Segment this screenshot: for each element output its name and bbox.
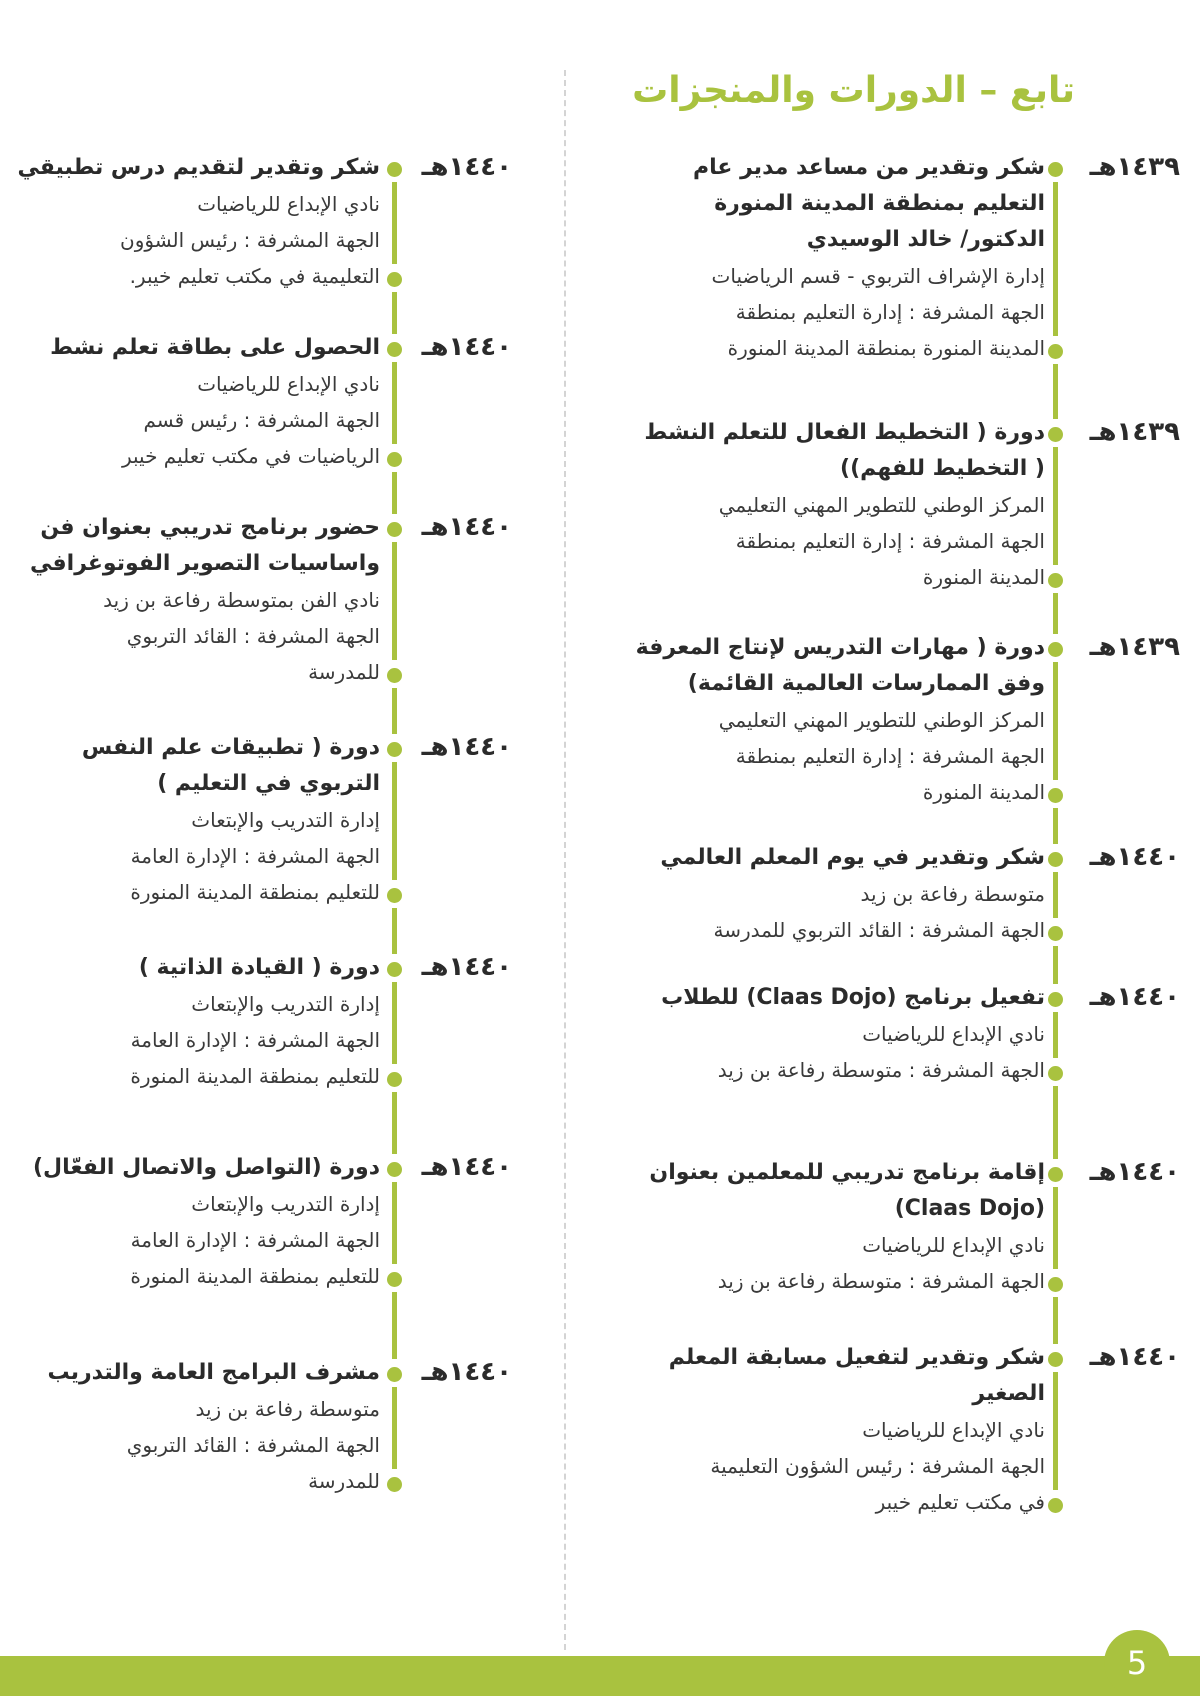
timeline-connector	[1053, 364, 1058, 419]
timeline-connector	[1053, 808, 1058, 844]
entry-year: ١٤٤٠هـ	[421, 332, 512, 362]
entry-detail-line: المدينة المنورة بمنطقة المدينة المنورة	[727, 336, 1045, 360]
timeline-dot	[387, 452, 402, 467]
entry-title: دورة ( التخطيط الفعال للتعلم النشط ( التخطيط للفهم))	[644, 420, 1045, 481]
timeline-dot	[387, 522, 402, 537]
entry-year: ١٤٤٠هـ	[421, 512, 512, 542]
entry-detail-line: الجهة المشرفة : إدارة التعليم بمنطقة	[735, 529, 1045, 553]
timeline-connector	[392, 1092, 397, 1154]
entry-title: مشرف البرامج العامة والتدريب	[47, 1360, 380, 1385]
entry-detail-line: متوسطة رفاعة بن زيد	[195, 1397, 380, 1421]
entry-title: دورة ( القيادة الذاتية )	[138, 955, 380, 980]
entry-title: شكر وتقدير لتقديم درس تطبيقي	[17, 155, 380, 180]
timeline-connector	[392, 1292, 397, 1359]
entry-detail-line: المركز الوطني للتطوير المهني التعليمي	[718, 708, 1045, 732]
timeline-rail	[384, 0, 404, 1696]
entry-year: ١٤٤٠هـ	[421, 952, 512, 982]
timeline-dot	[387, 742, 402, 757]
entry-detail-line: نادي الإبداع للرياضيات	[862, 1418, 1045, 1442]
timeline-connector	[1053, 182, 1058, 336]
timeline-connector	[1053, 1187, 1058, 1269]
timeline-connector	[392, 182, 397, 264]
entry-detail-line: الجهة المشرفة : الإدارة العامة	[130, 1228, 380, 1252]
timeline-dot	[1048, 1352, 1063, 1367]
entry-detail-line: الجهة المشرفة : رئيس قسم	[143, 408, 380, 432]
timeline-dot	[387, 1162, 402, 1177]
timeline-dot	[1048, 1167, 1063, 1182]
entry-body	[585, 1155, 1045, 1299]
entry-detail-line: الجهة المشرفة : رئيس الشؤون	[120, 228, 380, 252]
timeline-dot	[387, 1477, 402, 1492]
timeline-dot	[1048, 642, 1063, 657]
timeline-dot	[1048, 1498, 1063, 1513]
entry-detail-line: للمدرسة	[308, 1469, 380, 1493]
timeline-connector	[392, 472, 397, 514]
entry-detail-line: نادي الفن بمتوسطة رفاعة بن زيد	[103, 588, 380, 612]
timeline-connector	[392, 762, 397, 880]
page-title: تابع – الدورات والمنجزات	[632, 70, 1075, 111]
footer-bar	[0, 1656, 1200, 1696]
timeline-connector	[392, 982, 397, 1064]
entry-detail-line: نادي الإبداع للرياضيات	[862, 1233, 1045, 1257]
entry-detail-line: إدارة التدريب والإبتعاث	[191, 992, 380, 1016]
timeline-dot	[387, 1072, 402, 1087]
timeline-connector	[1053, 1297, 1058, 1344]
entry-detail-line: متوسطة رفاعة بن زيد	[860, 882, 1045, 906]
entry-detail-line: للتعليم بمنطقة المدينة المنورة	[130, 880, 380, 904]
entry-year: ١٤٤٠هـ	[421, 1152, 512, 1182]
timeline-dot	[387, 1272, 402, 1287]
timeline-dot	[387, 272, 402, 287]
timeline-dot	[1048, 1066, 1063, 1081]
entry-body	[10, 1150, 380, 1294]
timeline-dot	[1048, 852, 1063, 867]
entry-detail-line: إدارة التدريب والإبتعاث	[191, 808, 380, 832]
entry-year: ١٤٣٩هـ	[1089, 632, 1180, 662]
entry-detail-line: الجهة المشرفة : الإدارة العامة	[130, 1028, 380, 1052]
timeline-connector	[1053, 872, 1058, 918]
entry-title: شكر وتقدير من مساعد مدير عام التعليم بمنطقة المدينة المنورة الدكتور/ خالد الوسيدي	[693, 155, 1045, 252]
timeline-dot	[1048, 992, 1063, 1007]
timeline-dot	[387, 962, 402, 977]
entry-title: دورة ( تطبيقات علم النفس التربوي في التعليم )	[81, 735, 380, 796]
timeline-dot	[387, 888, 402, 903]
entry-detail-line: إدارة الإشراف التربوي - قسم الرياضيات	[711, 264, 1045, 288]
entry-detail-line: الرياضيات في مكتب تعليم خيبر	[121, 444, 380, 468]
timeline-dot	[1048, 344, 1063, 359]
timeline-column-right	[580, 0, 1200, 1696]
entry-detail-line: نادي الإبداع للرياضيات	[197, 372, 380, 396]
timeline-dot	[387, 1367, 402, 1382]
timeline-connector	[392, 688, 397, 734]
entry-body	[10, 1355, 380, 1499]
timeline-dot	[1048, 427, 1063, 442]
entry-title: شكر وتقدير في يوم المعلم العالمي	[660, 845, 1045, 870]
timeline-connector	[1053, 1372, 1058, 1490]
entry-title: تفعيل برنامج (Claas Dojo) للطلاب	[661, 985, 1045, 1010]
entry-year: ١٤٣٩هـ	[1089, 417, 1180, 447]
timeline-dot	[1048, 1277, 1063, 1292]
entry-detail-line: في مكتب تعليم خيبر	[875, 1490, 1045, 1514]
entry-detail-line: المدينة المنورة	[922, 565, 1045, 589]
entry-detail-line: التعليمية في مكتب تعليم خيبر.	[129, 264, 380, 288]
entry-year: ١٤٤٠هـ	[421, 152, 512, 182]
entry-body	[10, 950, 380, 1094]
entry-detail-line: للمدرسة	[308, 660, 380, 684]
timeline-connector	[1053, 1012, 1058, 1058]
entry-detail-line: المدينة المنورة	[922, 780, 1045, 804]
entry-title: دورة (التواصل والاتصال الفعّال)	[32, 1155, 380, 1180]
entry-body	[585, 1340, 1045, 1520]
entry-detail-line: الجهة المشرفة : إدارة التعليم بمنطقة	[735, 300, 1045, 324]
entry-title: الحصول على بطاقة تعلم نشط	[50, 335, 380, 360]
entry-body	[585, 150, 1045, 366]
entry-body	[585, 840, 1045, 948]
entry-body	[10, 510, 380, 690]
entry-year: ١٤٤٠هـ	[1089, 1157, 1180, 1187]
entry-detail-line: الجهة المشرفة : الإدارة العامة	[130, 844, 380, 868]
entry-title: إقامة برنامج تدريبي للمعلمين بعنوان (Claas Dojo)	[649, 1160, 1045, 1221]
entry-year: ١٤٣٩هـ	[1089, 152, 1180, 182]
entry-body	[10, 730, 380, 910]
timeline-connector	[392, 1182, 397, 1264]
timeline-dot	[1048, 162, 1063, 177]
entry-detail-line: الجهة المشرفة : متوسطة رفاعة بن زيد	[717, 1058, 1045, 1082]
timeline-dot	[387, 342, 402, 357]
entry-title: دورة ( مهارات التدريس لإنتاج المعرفة وفق الممارسات العالمية القائمة)	[635, 635, 1045, 696]
entry-detail-line: نادي الإبداع للرياضيات	[862, 1022, 1045, 1046]
timeline-connector	[392, 542, 397, 660]
entry-detail-line: إدارة التدريب والإبتعاث	[191, 1192, 380, 1216]
page-number: 5	[1104, 1630, 1170, 1696]
entry-title: حضور برنامج تدريبي بعنوان فن واساسيات التصوير الفوتوغرافي	[29, 515, 380, 576]
entry-detail-line: الجهة المشرفة : القائد التربوي	[126, 624, 380, 648]
entry-body	[585, 980, 1045, 1088]
entry-detail-line: نادي الإبداع للرياضيات	[197, 192, 380, 216]
timeline-connector	[392, 908, 397, 954]
entry-year: ١٤٤٠هـ	[1089, 982, 1180, 1012]
timeline-dot	[1048, 573, 1063, 588]
entry-detail-line: الجهة المشرفة : رئيس الشؤون التعليمية	[710, 1454, 1045, 1478]
entry-detail-line: الجهة المشرفة : إدارة التعليم بمنطقة	[735, 744, 1045, 768]
timeline-dot	[387, 668, 402, 683]
entry-body	[10, 330, 380, 474]
entry-body	[10, 150, 380, 294]
timeline-connector	[392, 362, 397, 444]
entry-detail-line: للتعليم بمنطقة المدينة المنورة	[130, 1264, 380, 1288]
entry-year: ١٤٤٠هـ	[421, 732, 512, 762]
timeline-connector	[1053, 447, 1058, 565]
entry-detail-line: للتعليم بمنطقة المدينة المنورة	[130, 1064, 380, 1088]
timeline-connector	[1053, 593, 1058, 634]
entry-year: ١٤٤٠هـ	[421, 1357, 512, 1387]
timeline-dot	[1048, 788, 1063, 803]
timeline-connector	[392, 1387, 397, 1469]
timeline-dot	[1048, 926, 1063, 941]
entry-body	[585, 415, 1045, 595]
entry-year: ١٤٤٠هـ	[1089, 842, 1180, 872]
entry-year: ١٤٤٠هـ	[1089, 1342, 1180, 1372]
entry-detail-line: الجهة المشرفة : متوسطة رفاعة بن زيد	[717, 1269, 1045, 1293]
entry-detail-line: الجهة المشرفة : القائد التربوي	[126, 1433, 380, 1457]
entry-title: شكر وتقدير لتفعيل مسابقة المعلم الصغير	[668, 1345, 1045, 1406]
timeline-connector	[1053, 946, 1058, 984]
timeline-connector	[1053, 662, 1058, 780]
entry-detail-line: الجهة المشرفة : القائد التربوي للمدرسة	[713, 918, 1045, 942]
entry-detail-line: المركز الوطني للتطوير المهني التعليمي	[718, 493, 1045, 517]
column-divider	[564, 70, 566, 1650]
timeline-connector	[1053, 1086, 1058, 1159]
timeline-rail	[1045, 0, 1065, 1696]
timeline-column-left	[0, 0, 560, 1696]
timeline-dot	[387, 162, 402, 177]
timeline-connector	[392, 292, 397, 334]
entry-body	[585, 630, 1045, 810]
